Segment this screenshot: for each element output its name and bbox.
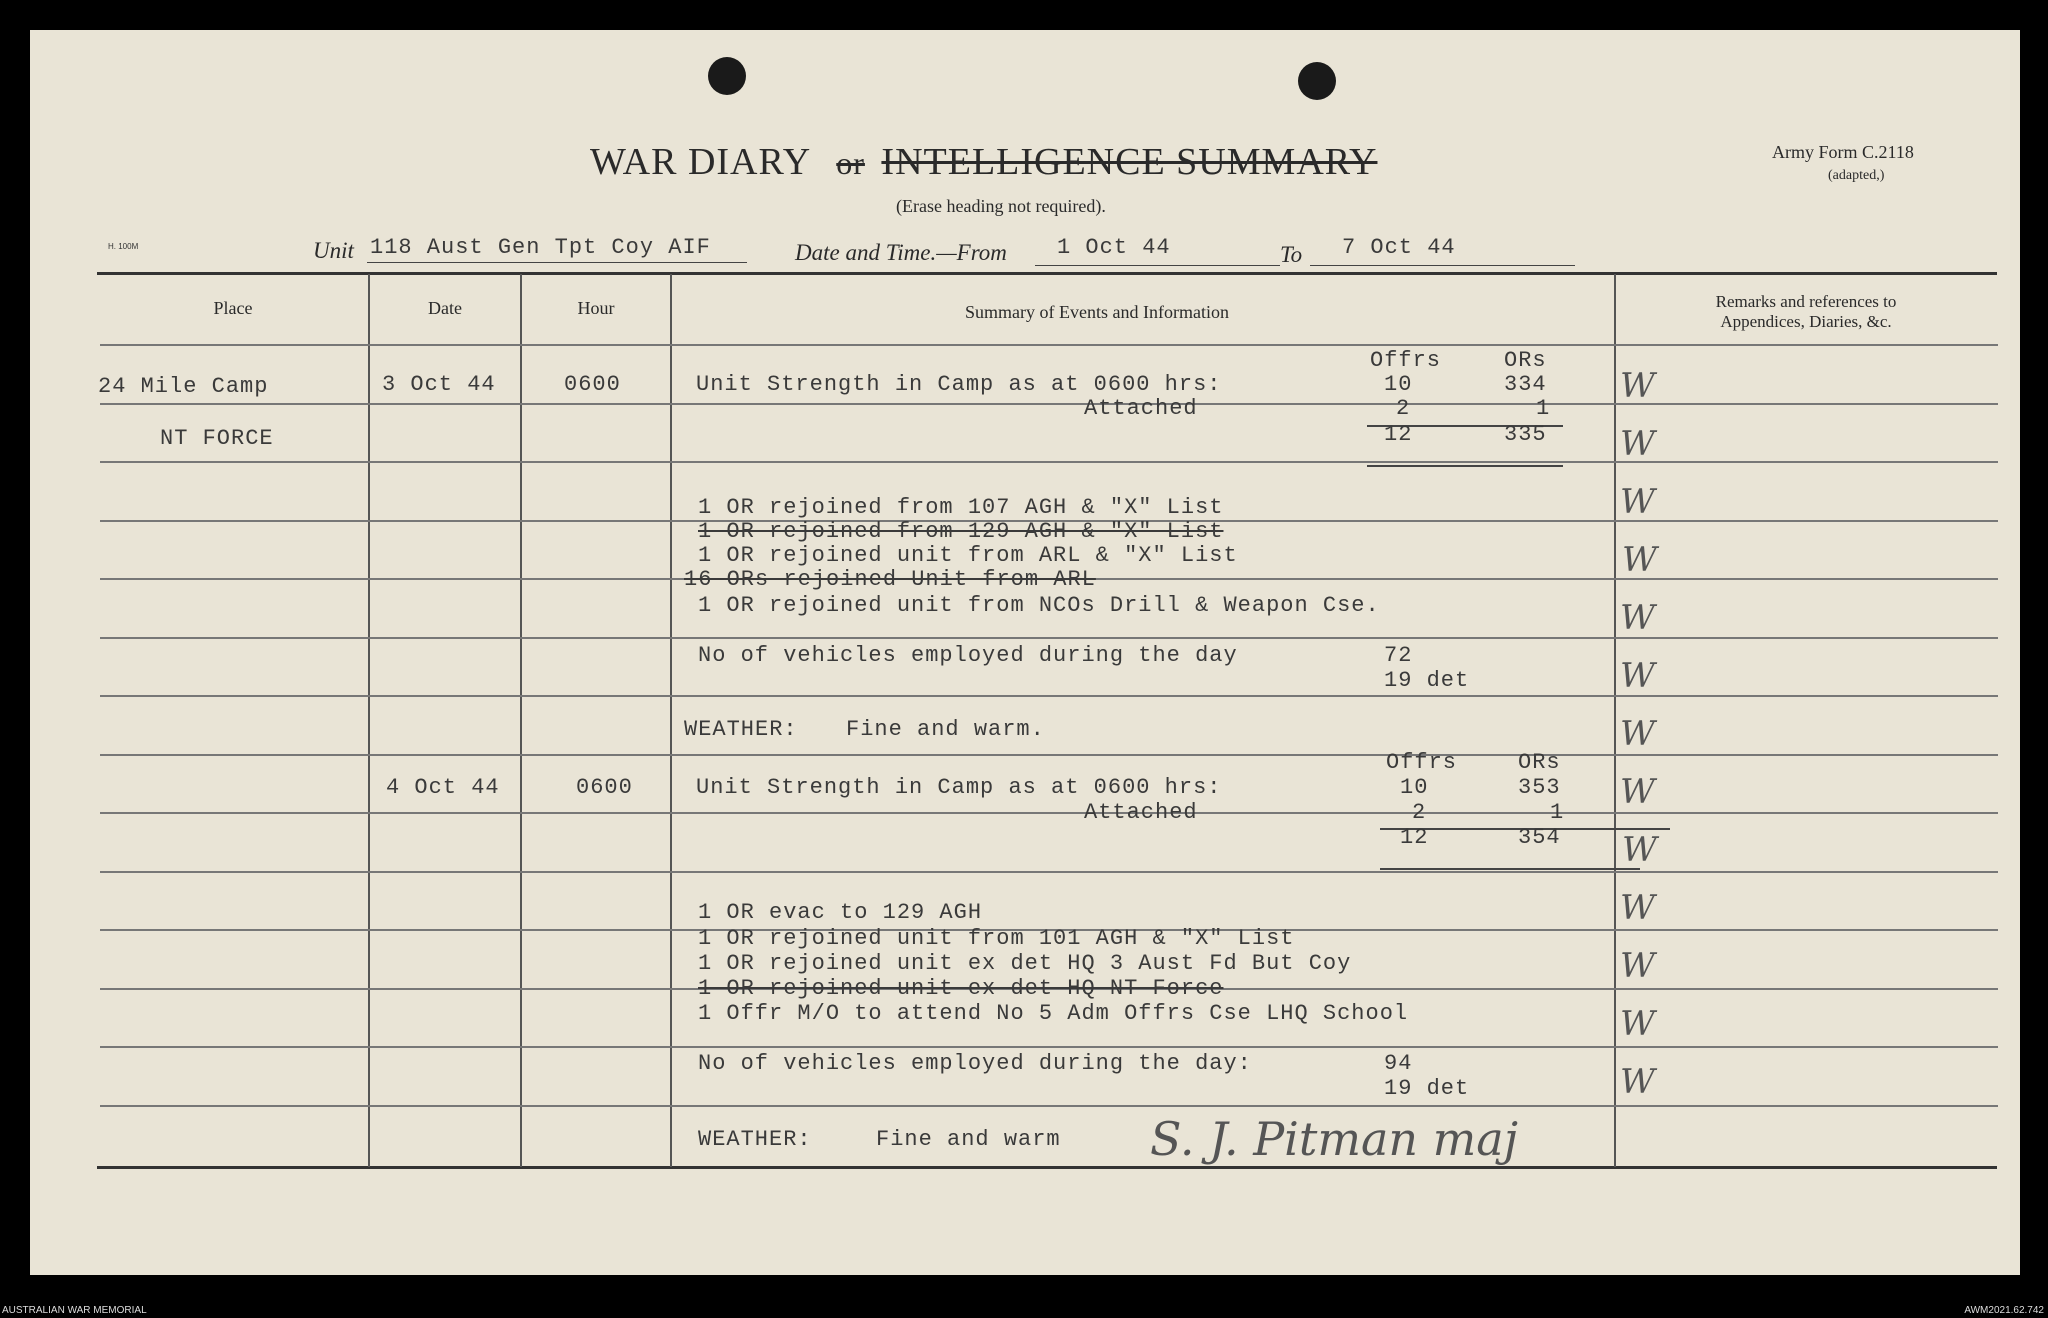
footer-right: AWM2021.62.742 <box>1964 1305 2044 1316</box>
offrs-total-1: 12 <box>1384 422 1413 447</box>
ors-2-2: 1 <box>1550 800 1565 825</box>
unit-label: Unit <box>313 238 354 263</box>
erase-note: (Erase heading not required). <box>896 196 1106 216</box>
hour-1: 0600 <box>564 372 621 397</box>
vehicles-1: No of vehicles employed during the day <box>698 643 1238 668</box>
initial-mark: W <box>1622 830 1657 870</box>
weather-label-2: WEATHER: <box>698 1127 812 1152</box>
form-label: Army Form C.2118 <box>1772 142 1914 162</box>
initial-mark: W <box>1620 714 1655 754</box>
event-1-5: 1 OR rejoined unit from NCOs Drill & Weapon Cse. <box>698 593 1380 618</box>
title <box>590 140 1377 184</box>
unit-value: 118 Aust Gen Tpt Coy AIF <box>370 235 711 260</box>
attached-1: Attached <box>1084 396 1198 421</box>
initial-mark: W <box>1620 772 1655 812</box>
offrs-head-2: Offrs <box>1386 750 1458 775</box>
date-2: 4 Oct 44 <box>386 775 500 800</box>
attached-2: Attached <box>1084 800 1198 825</box>
ors-head-2: ORs <box>1518 750 1561 775</box>
date-1: 3 Oct 44 <box>382 372 496 397</box>
offrs-total-2: 12 <box>1400 825 1429 850</box>
event-1-4: 16 ORs rejoined Unit from ARL <box>684 567 1096 592</box>
offrs-head-1: Offrs <box>1370 348 1442 373</box>
initial-mark: W <box>1620 888 1655 928</box>
event-2-2: 1 OR rejoined unit from 101 AGH & "X" List <box>698 926 1295 951</box>
ors-head-1: ORs <box>1504 348 1547 373</box>
title-or: or <box>836 145 865 181</box>
diary-page <box>30 30 2020 1275</box>
vehicles-num-2: 94 <box>1384 1051 1413 1076</box>
offrs-1-1: 10 <box>1384 372 1413 397</box>
form-code: H. 100M <box>108 242 139 251</box>
weather-1: Fine and warm. <box>846 717 1045 742</box>
initial-mark: W <box>1620 598 1655 638</box>
form-adapted: (adapted,) <box>1828 168 1885 183</box>
event-2-3: 1 OR rejoined unit ex det HQ 3 Aust Fd But Coy <box>698 951 1352 976</box>
strength-1: Unit Strength in Camp as at 0600 hrs: <box>696 372 1222 397</box>
punch-hole-left <box>708 57 746 95</box>
signature: S. J. Pitman maj <box>1150 1112 1518 1166</box>
initial-mark: W <box>1622 540 1657 580</box>
footer <box>0 1304 2048 1318</box>
initial-mark: W <box>1620 1004 1655 1044</box>
col-place: Place <box>213 298 253 318</box>
weather-label-1: WEATHER: <box>684 717 798 742</box>
place-1: 24 Mile Camp <box>98 374 269 399</box>
title-struck: INTELLIGENCE SUMMARY <box>881 141 1378 183</box>
vehicles-2: No of vehicles employed during the day: <box>698 1051 1252 1076</box>
hour-2: 0600 <box>576 775 633 800</box>
strength-2: Unit Strength in Camp as at 0600 hrs: <box>696 775 1222 800</box>
ors-1-1: 334 <box>1504 372 1547 397</box>
initial-mark: W <box>1620 1062 1655 1102</box>
event-2-1: 1 OR evac to 129 AGH <box>698 900 983 925</box>
col-remarks-2: Appendices, Diaries, &c. <box>1720 312 1892 331</box>
title-main: WAR DIARY <box>590 141 810 183</box>
initial-mark: W <box>1620 366 1655 406</box>
to-label: To <box>1280 242 1303 267</box>
event-1-3: 1 OR rejoined unit from ARL & "X" List <box>698 543 1238 568</box>
place-2: NT FORCE <box>160 426 274 451</box>
col-remarks-1: Remarks and references to <box>1715 292 1897 311</box>
initial-mark: W <box>1620 424 1655 464</box>
event-2-4: 1 OR rejoined unit ex det HQ NT Force <box>698 976 1224 1001</box>
table-top-rule <box>97 272 1997 275</box>
col-hour: Hour <box>577 298 615 318</box>
offrs-1-2: 10 <box>1400 775 1429 800</box>
punch-hole-right <box>1298 62 1336 100</box>
vehicles-det-1: 19 det <box>1384 668 1470 693</box>
vehicles-det-2: 19 det <box>1384 1076 1470 1101</box>
footer-left: AUSTRALIAN WAR MEMORIAL <box>2 1305 147 1316</box>
initial-mark: W <box>1620 946 1655 986</box>
ors-2-1: 1 <box>1536 396 1551 421</box>
initial-mark: W <box>1620 656 1655 696</box>
ors-total-1: 335 <box>1504 422 1547 447</box>
vehicles-num-1: 72 <box>1384 643 1413 668</box>
weather-2: Fine and warm <box>876 1127 1061 1152</box>
initial-mark: W <box>1620 482 1655 522</box>
date-from: 1 Oct 44 <box>1057 235 1171 260</box>
table-bottom-rule <box>97 1166 1997 1169</box>
event-1-2: 1 OR rejoined from 129 AGH & "X" List <box>698 519 1224 544</box>
offrs-2-2: 2 <box>1412 800 1427 825</box>
col-summary: Summary of Events and Information <box>965 302 1229 322</box>
date-to: 7 Oct 44 <box>1342 235 1456 260</box>
offrs-2-1: 2 <box>1396 396 1411 421</box>
ors-total-2: 354 <box>1518 825 1561 850</box>
event-2-5: 1 Offr M/O to attend No 5 Adm Offrs Cse LHQ School <box>698 1001 1409 1026</box>
col-date: Date <box>428 298 462 318</box>
ors-1-2: 353 <box>1518 775 1561 800</box>
event-1-1: 1 OR rejoined from 107 AGH & "X" List <box>698 495 1224 520</box>
date-label: Date and Time.—From <box>795 240 1007 265</box>
